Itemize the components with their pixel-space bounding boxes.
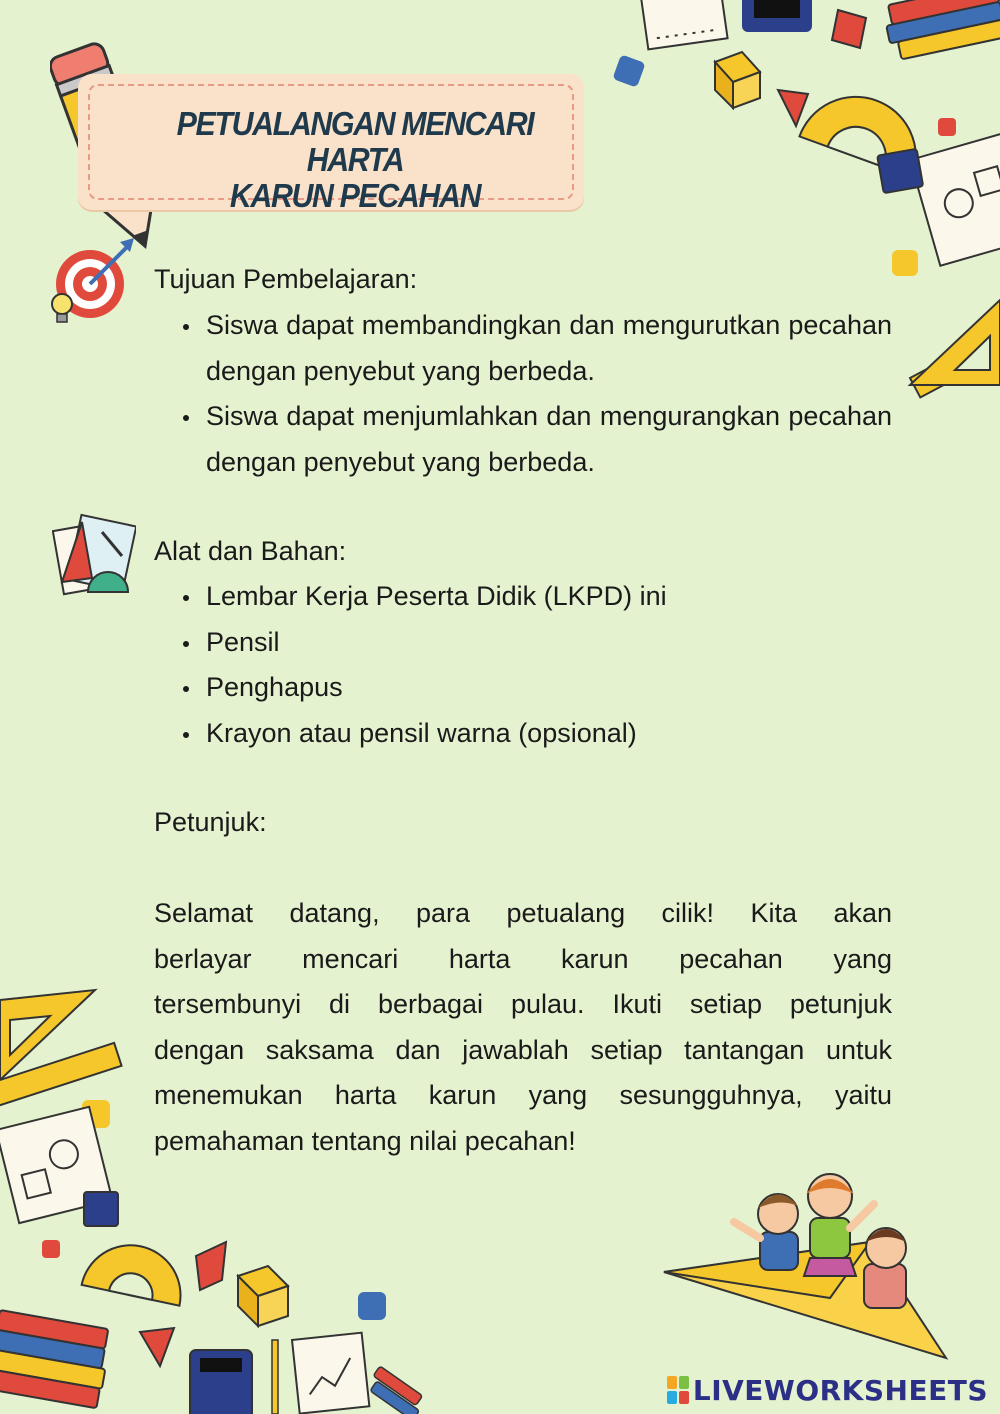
lightbulb-icon (52, 294, 72, 322)
list-item: Penghapus (154, 665, 892, 711)
page-title (166, 106, 543, 214)
petunjuk-heading: Petunjuk: (154, 807, 267, 837)
list-item: Siswa dapat menjumlahkan dan mengurangkan pecahan dengan penyebut yang berbeda. (154, 394, 892, 485)
title-line-1: PETUALANGAN MENCARI HARTA (176, 105, 534, 178)
dice-icon (877, 149, 923, 193)
music-badge-icon (358, 1292, 386, 1320)
paragraph-line: pemahaman tentang nilai pecahan! (154, 1125, 576, 1156)
list-item: Siswa dapat membandingkan dan mengurutkan pecahan dengan penyebut yang berbeda. (154, 303, 892, 394)
paragraph-line: dengan saksama dan jawablah setiap tantangan untuk (154, 1034, 892, 1065)
alat-list (154, 574, 892, 756)
alat-heading: Alat dan Bahan: (154, 536, 347, 566)
music-badge-icon (612, 54, 645, 87)
kids-paper-plane-illustration (660, 1168, 960, 1364)
kite-icon (196, 1242, 226, 1290)
notepad-icon (640, 0, 728, 49)
cube-icon (715, 52, 760, 108)
book-stack-icon (882, 0, 1000, 61)
plus-badge-icon (938, 118, 956, 136)
paragraph-line: berlayar mencari harta karun pecahan yang (154, 943, 892, 974)
calculator-icon (190, 1350, 252, 1414)
protractor-icon (82, 1236, 190, 1306)
cube-icon (238, 1266, 288, 1326)
calculator-icon (742, 0, 812, 32)
crayon-icon (365, 1366, 427, 1414)
liveworksheets-watermark (667, 1370, 988, 1410)
tujuan-list (154, 303, 892, 485)
watermark-text: LIVEWORKSHEETS (692, 1373, 988, 1407)
liveworksheets-logo-icon (667, 1376, 689, 1404)
list-item: Pensil (154, 620, 892, 666)
list-item: Lembar Kerja Peserta Didik (LKPD) ini (154, 574, 892, 620)
plus-badge-icon (42, 1240, 60, 1258)
paragraph-line: Selamat datang, para petualang cilik! Kita akan (154, 898, 892, 928)
triangle-icon (778, 90, 808, 126)
book-stack-icon (0, 1309, 112, 1409)
drawing-tools-icon (52, 512, 136, 596)
pencil-small-icon (272, 1340, 278, 1414)
list-item: Krayon atau pensil warna (opsional) (154, 711, 892, 757)
triangle-ruler-icon (910, 300, 1000, 385)
kid-boy-2-icon (864, 1228, 906, 1308)
dice-icon (84, 1192, 118, 1226)
kid-boy-icon (734, 1194, 798, 1270)
triangle-icon (140, 1328, 174, 1366)
notepad-icon (292, 1333, 369, 1414)
tujuan-heading: Tujuan Pembelajaran: (154, 264, 418, 294)
target-icon (48, 234, 138, 334)
title-line-2: KARUN PECAHAN (229, 177, 481, 214)
paragraph-line: tersembunyi di berbagai pulau. Ikuti setiap petunjuk (154, 989, 892, 1019)
geometry-sheet-icon (910, 132, 1000, 265)
paragraph-line: menemukan harta karun yang sesungguhnya, yaitu (154, 1080, 892, 1110)
plus-icon (892, 250, 918, 276)
decoration-bottom-left (0, 980, 470, 1414)
kite-icon (832, 10, 866, 48)
